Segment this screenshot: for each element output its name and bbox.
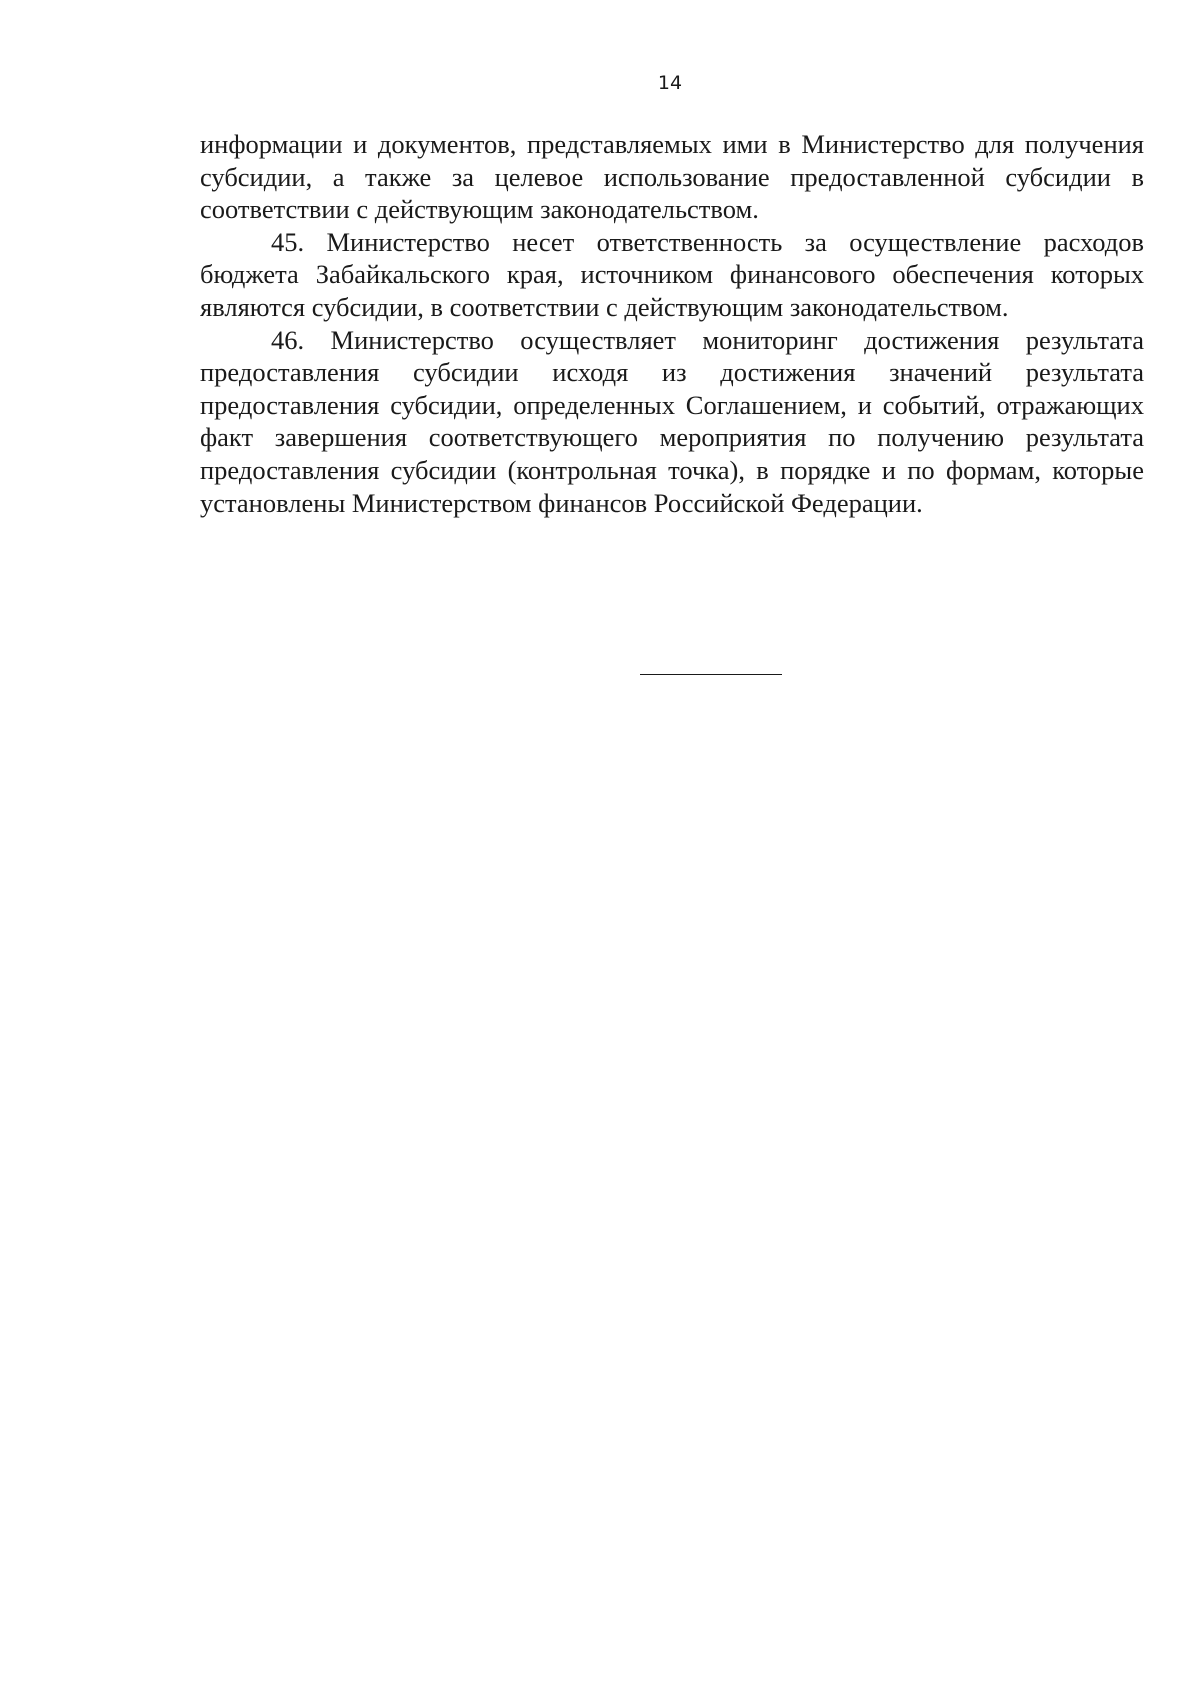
document-body: [200, 128, 1144, 519]
paragraph-46: 46. Министерство осуществляет мониторинг достижения результата предоставления субсидии исходя из достижения значений результата предоставления субсидии, определенных Соглашением, и событий, отражающих факт завершения соответствующего мероприятия по получению результата предоставления субсидии (контрольная точка), в порядке и по формам, которые установлены Министерством финансов Российской Федерации.: [200, 324, 1144, 518]
end-of-document-rule: [640, 674, 782, 675]
paragraph-continuation: информации и документов, представляемых ими в Министерство для получения субсидии, а также за целевое использование предоставленной субсидии в соответствии с действующим законодательством.: [200, 129, 1144, 225]
page-number: 14: [657, 72, 683, 94]
paragraph-45: 45. Министерство несет ответственность за осуществление расходов бюджета Забайкальского края, источником финансового обеспечения которых являются субсидии, в соответствии с действующим законодательством.: [200, 226, 1144, 322]
